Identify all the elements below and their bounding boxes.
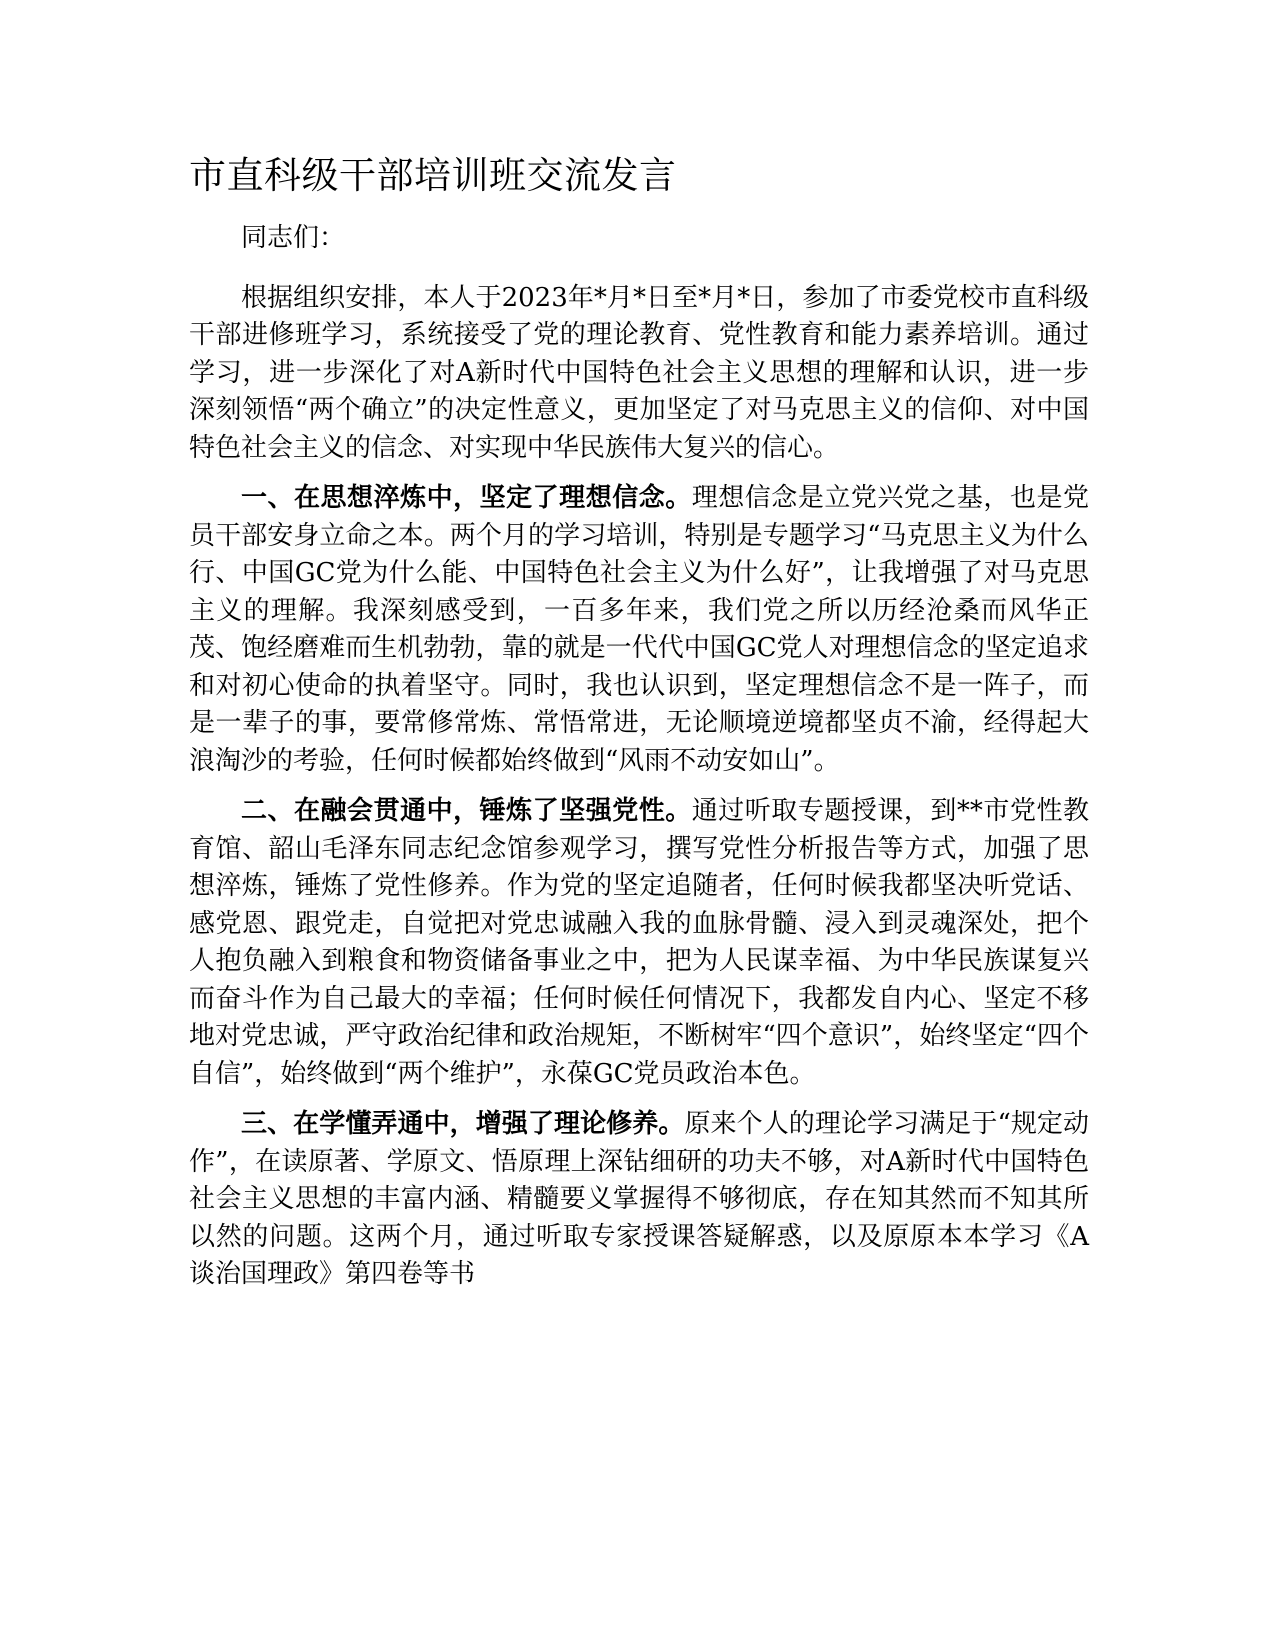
section-heading-2: 二、在融会贯通中，锤炼了坚强党性。	[241, 796, 692, 826]
section-paragraph-1	[189, 480, 1089, 780]
section-heading-1: 一、在思想淬炼中，坚定了理想信念。	[241, 483, 692, 513]
section-heading-3: 三、在学懂弄通中，增强了理论修养。	[241, 1109, 685, 1139]
intro-paragraph: 根据组织安排，本人于2023年*月*日至*月*日，参加了市委党校市直科级干部进修班学习，系统接受了党的理论教育、党性教育和能力素养培训。通过学习，进一步深化了对A新时代中国特色社会主义思想的理解和认识，进一步深刻领悟“两个确立”的决定性意义，更加坚定了对马克思主义的信仰、对中国特色社会主义的信念、对实现中华民族伟大复兴的信心。	[189, 282, 1089, 463]
document-title: 市直科级干部培训班交流发言	[189, 154, 677, 197]
salutation: 同志们：	[241, 223, 346, 253]
section-paragraph-3	[189, 1106, 1089, 1294]
section-body-2: 通过听取专题授课，到**市党性教育馆、韶山毛泽东同志纪念馆参观学习，撰写党性分析报告等方式，加强了思想淬炼，锤炼了党性修养。作为党的坚定追随者，任何时候我都坚决听党话、感党恩、跟党走，自觉把对党忠诚融入我的血脉骨髓、浸入到灵魂深处，把个人抱负融入到粮食和物资储备事业之中，把为人民谋幸福、为中华民族谋复兴而奋斗作为自己最大的幸福；任何时候任何情况下，我都发自内心、坚定不移地对党忠诚，严守政治纪律和政治规矩，不断树牢“四个意识”，始终坚定“四个自信”，始终做到“两个维护”，永葆GC党员政治本色。	[189, 796, 1089, 1089]
section-body-1: 理想信念是立党兴党之基，也是党员干部安身立命之本。两个月的学习培训，特别是专题学习“马克思主义为什么行、中国GC党为什么能、中国特色社会主义为什么好”，让我增强了对马克思主义的理解。我深刻感受到，一百多年来，我们党之所以历经沧桑而风华正茂、饱经磨难而生机勃勃，靠的就是一代代中国GC党人对理想信念的坚定追求和对初心使命的执着坚守。同时，我也认识到，坚定理想信念不是一阵子，而是一辈子的事，要常修常炼、常悟常进，无论顺境逆境都坚贞不渝，经得起大浪淘沙的考验，任何时候都始终做到“风雨不动安如山”。	[189, 483, 1089, 776]
section-paragraph-2	[189, 793, 1089, 1093]
section-body-3: 原来个人的理论学习满足于“规定动作”，在读原著、学原文、悟原理上深钻细研的功夫不够，对A新时代中国特色社会主义思想的丰富内涵、精髓要义掌握得不够彻底，存在知其然而不知其所以然的问题。这两个月，通过听取专家授课答疑解惑，以及原原本本学习《A谈治国理政》第四卷等书	[189, 1109, 1089, 1289]
document-body	[189, 150, 1089, 1307]
